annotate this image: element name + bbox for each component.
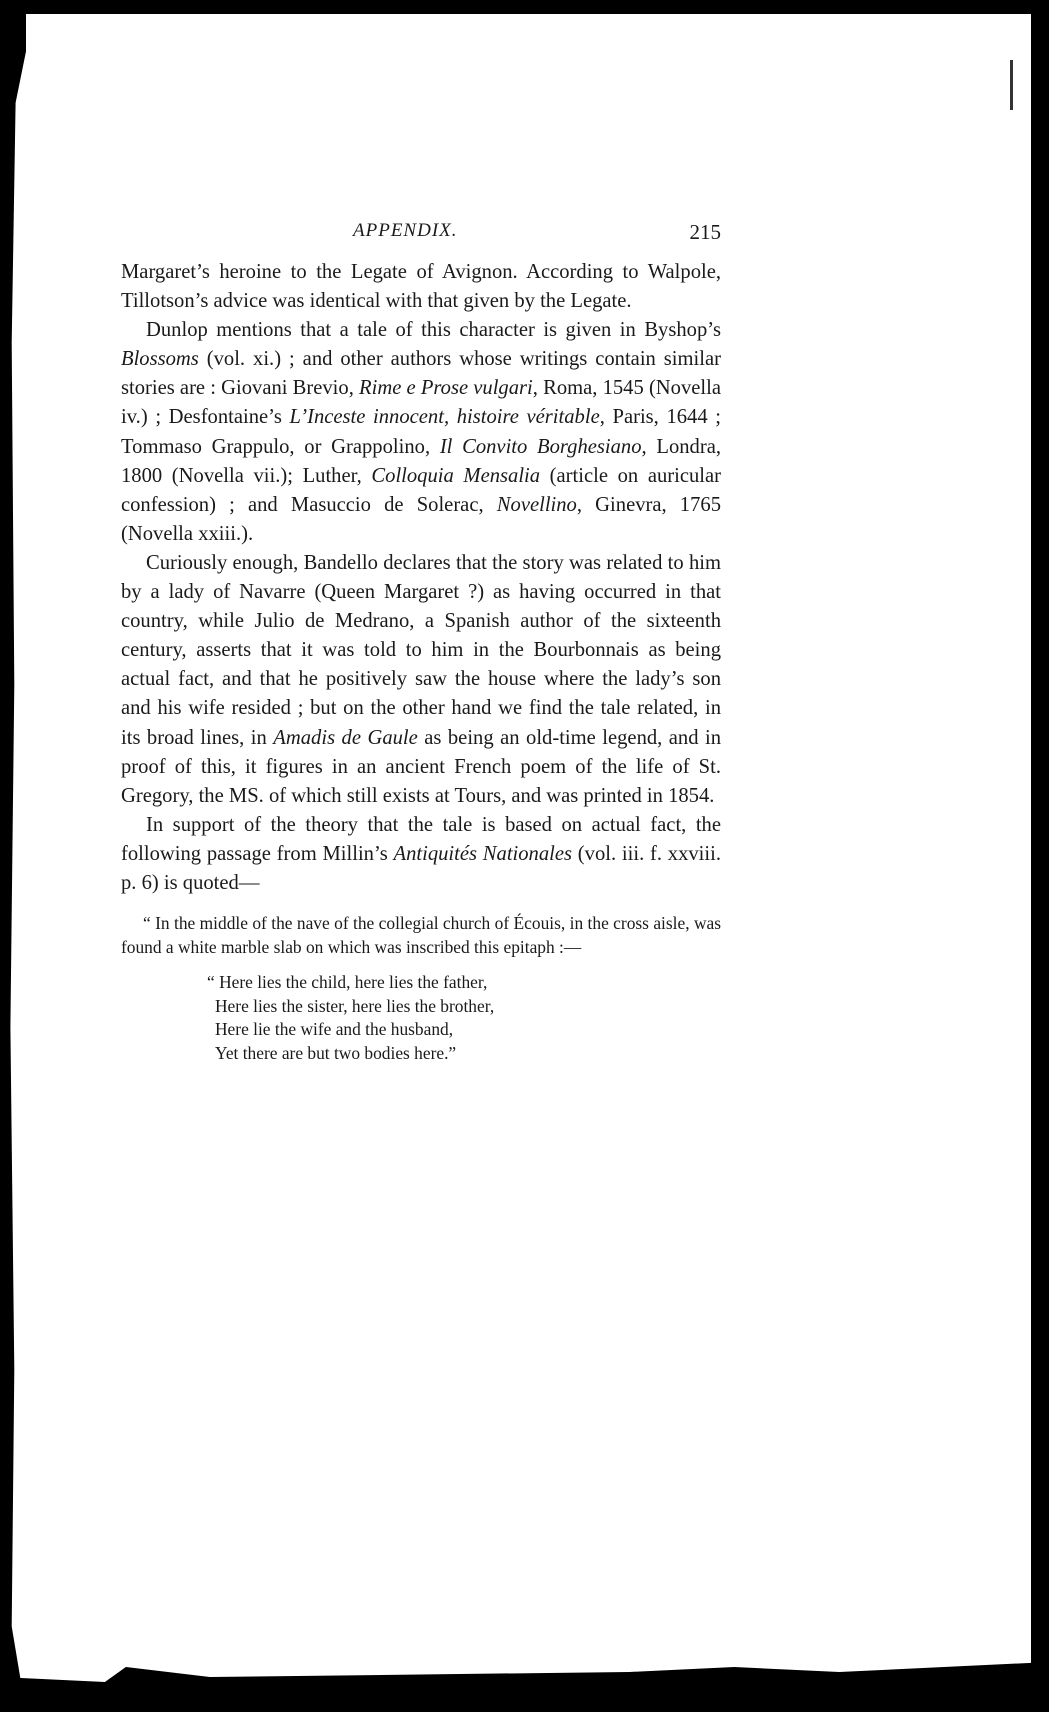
scan-border-right (1031, 0, 1049, 1712)
text-run: (article on auricular confession) ; and Masuccio de Solerac, (121, 464, 721, 516)
scan-border-bottom (0, 1662, 1049, 1712)
scan-border-left (0, 0, 26, 1712)
text-run: , Londra, 1800 (Novella vii.); Luther, (121, 435, 721, 487)
text-run: (vol. xi.) ; and other authors whose writings contain similar stories are : Giovani Brevio, (121, 348, 721, 400)
title-antiquites: Antiquités Nationales (393, 842, 573, 865)
text-run: In support of the theory that the tale is based on actual fact, the following passage from Millin’s (121, 813, 721, 865)
verse-line: Here lie the wife and the husband, (215, 1019, 454, 1040)
scan-border-top (0, 0, 1049, 14)
paragraph-3 (121, 549, 721, 811)
title-linceste: L’Inceste innocent, histoire véritable (289, 406, 600, 429)
title-novellino: Novellino (496, 493, 577, 516)
verse-line: Here lies the sister, here lies the brother, (215, 995, 495, 1016)
title-rime-e-prose: Rime e Prose vulgari (359, 377, 533, 400)
paragraph-1-text: Margaret’s heroine to the Legate of Avignon. According to Walpole, Tillotson’s advice was identical with that given by the Legate. (121, 261, 721, 313)
text-run: , Ginevra, 1765 (Novella xxiii.). (121, 493, 721, 545)
text-run: , Roma, 1545 (Novella iv.) ; Desfontaine’s (121, 377, 721, 429)
running-title: APPENDIX. (353, 220, 458, 241)
paragraph-1 (121, 258, 721, 316)
text-run: Curiously enough, Bandello declares that the story was related to him by a lady of Navarre (Queen Margaret ?) as having occurred in that country, while Julio de Medrano, a Spanish author of the sixteenth century, asserts that it was told to him in the Bourbonnais as being actual fact, and that he positively saw the house where the lady’s son and his wife resided ; but on the other hand we find the tale related, in its broad lines, in (121, 551, 721, 749)
page-header (121, 220, 721, 254)
book-page (121, 220, 721, 1065)
epitaph-verse (207, 971, 721, 1065)
block-quote: “ In the middle of the nave of the collegial church of Écouis, in the cross aisle, was found a white marble slab on which was inscribed this epitaph :— (121, 913, 721, 957)
text-run: Dunlop mentions that a tale of this character is given in Byshop’s (146, 319, 721, 342)
verse-line: Yet there are but two bodies here.” (215, 1042, 457, 1063)
title-convito: Il Convito Borghesiano (439, 435, 642, 458)
title-colloquia: Colloquia Mensalia (371, 464, 541, 487)
body-text (121, 258, 721, 898)
text-run: as being an old-time legend, and in proof of this, it figures in an ancient French poem of the life of St. Gregory, the MS. of which still exists at Tours, and was printed in 1854. (121, 726, 721, 807)
paragraph-2 (121, 316, 721, 549)
title-amadis: Amadis de Gaule (273, 726, 418, 749)
text-run: (vol. iii. f. xxviii. p. 6) is quoted— (121, 842, 721, 894)
title-blossoms: Blossoms (121, 348, 199, 371)
paragraph-4 (121, 811, 721, 898)
text-run: , Paris, 1644 ; Tommaso Grappulo, or Grappolino, (121, 406, 722, 458)
scan-mark (1010, 60, 1013, 110)
page-number: 215 (689, 220, 721, 244)
verse-line: “ Here lies the child, here lies the father, (207, 972, 488, 993)
